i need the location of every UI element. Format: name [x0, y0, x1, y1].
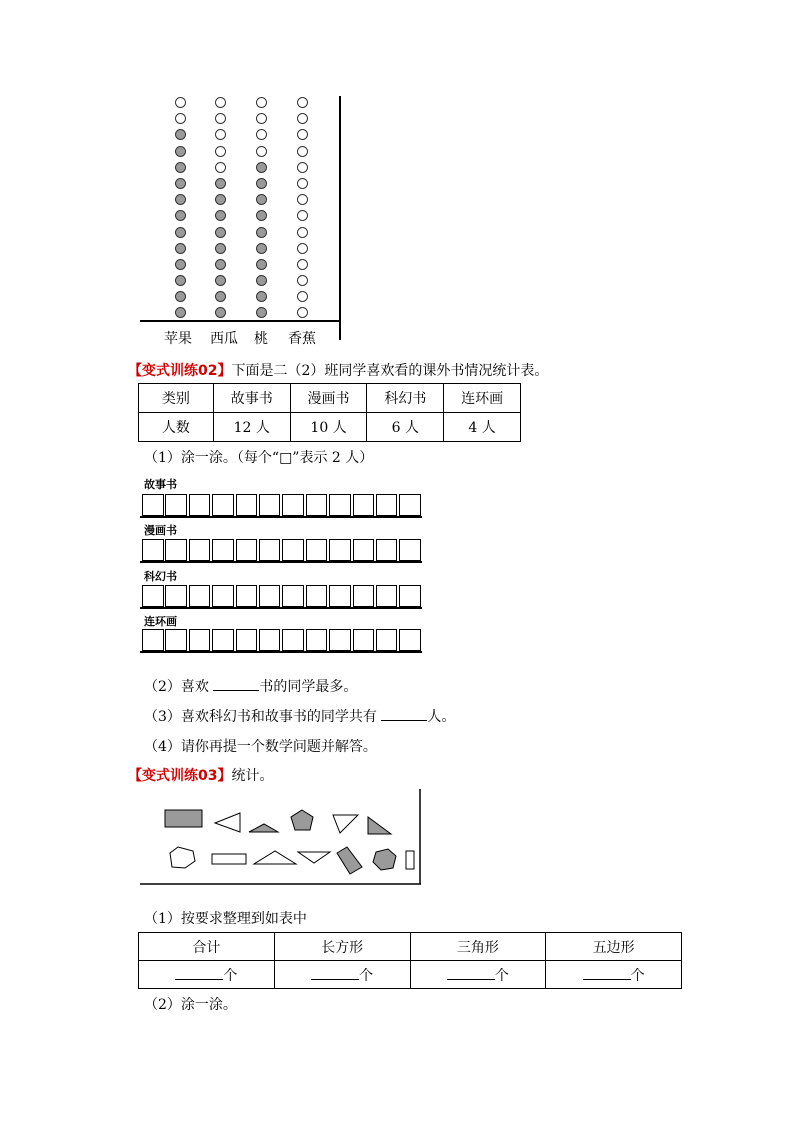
table-header-cell: 合计 — [139, 933, 275, 961]
table-cell: 10 人 — [290, 413, 367, 442]
triangle-outline-2 — [254, 851, 296, 864]
circle-column-peach — [256, 97, 270, 324]
grid-cell[interactable] — [399, 539, 421, 561]
grid-cell[interactable] — [259, 539, 281, 561]
empty-circle — [297, 146, 308, 157]
empty-circle — [256, 146, 267, 157]
filled-circle — [215, 243, 226, 254]
shapes-svg — [140, 789, 422, 885]
exercise02-q4: （4）请你再提一个数学问题并解答。 — [144, 739, 377, 755]
shaded-rectangle — [165, 810, 202, 827]
chart-label-apple: 苹果 — [164, 331, 192, 347]
exercise03-q2: （2）涂一涂。 — [144, 997, 237, 1013]
grid-cell[interactable] — [306, 585, 328, 607]
grid-cell[interactable] — [353, 629, 375, 651]
grid-row-story[interactable] — [142, 494, 423, 516]
grid-baseline — [140, 651, 422, 653]
exercise03-heading — [128, 765, 273, 785]
empty-circle — [297, 243, 308, 254]
grid-cell[interactable] — [236, 494, 258, 516]
book-stats-table — [138, 383, 521, 442]
chart-label-banana: 香蕉 — [288, 331, 316, 347]
grid-cell[interactable] — [259, 494, 281, 516]
table-cell: 漫画书 — [290, 384, 367, 413]
empty-circle — [215, 146, 226, 157]
grid-cell[interactable] — [306, 539, 328, 561]
empty-circle — [297, 162, 308, 173]
table-row — [139, 384, 521, 413]
circle-column-banana — [297, 97, 311, 324]
filled-circle — [256, 162, 267, 173]
table-cell: 6 人 — [367, 413, 444, 442]
grid-cell[interactable] — [259, 629, 281, 651]
filled-circle — [175, 210, 186, 221]
filled-circle — [175, 194, 186, 205]
filled-circle — [215, 210, 226, 221]
filled-circle — [256, 259, 267, 270]
grid-cell[interactable] — [142, 629, 164, 651]
table-cell: 4 人 — [444, 413, 521, 442]
table-cell: 连环画 — [444, 384, 521, 413]
exercise02-intro: 下面是二（2）班同学喜欢看的课外书情况统计表。 — [231, 363, 549, 379]
grid-cell[interactable] — [376, 629, 398, 651]
grid-cell[interactable] — [189, 585, 211, 607]
filled-circle — [256, 275, 267, 286]
grid-cell[interactable] — [189, 494, 211, 516]
grid-cell[interactable] — [306, 629, 328, 651]
filled-circle — [256, 307, 267, 318]
answer-cell[interactable] — [410, 961, 546, 989]
filled-circle — [256, 194, 267, 205]
grid-label-story: 故事书 — [144, 478, 177, 491]
filled-circle — [175, 146, 186, 157]
grid-label-scifi: 科幻书 — [144, 570, 177, 583]
grid-cell[interactable] — [165, 629, 187, 651]
filled-circle — [215, 307, 226, 318]
empty-circle — [297, 129, 308, 140]
unit-label: 个 — [223, 967, 238, 984]
grid-cell[interactable] — [376, 539, 398, 561]
shaded-right-triangle — [368, 817, 391, 834]
empty-circle — [175, 97, 186, 108]
exercise02-heading — [128, 360, 548, 380]
table-header-cell: 五边形 — [546, 933, 682, 961]
grid-cell[interactable] — [165, 539, 187, 561]
grid-cell[interactable] — [282, 585, 304, 607]
q3-suffix: 人。 — [427, 709, 456, 725]
grid-label-comic: 漫画书 — [144, 524, 177, 537]
filled-circle — [175, 275, 186, 286]
answer-cell[interactable] — [546, 961, 682, 989]
shaded-triangle — [249, 824, 278, 832]
grid-baseline — [140, 607, 422, 609]
exercise03-intro: 统计。 — [231, 768, 274, 784]
grid-cell[interactable] — [282, 494, 304, 516]
grid-cell[interactable] — [329, 539, 351, 561]
chart-label-watermelon: 西瓜 — [210, 331, 238, 347]
exercise03-tag: 【变式训练03】 — [128, 768, 232, 784]
grid-baseline — [140, 516, 422, 518]
grid-cell[interactable] — [353, 585, 375, 607]
grid-cell[interactable] — [212, 494, 234, 516]
exercise02-tag: 【变式训练02】 — [128, 363, 232, 379]
inverted-triangle-outline — [298, 852, 330, 863]
answer-blank[interactable] — [175, 979, 223, 980]
filled-circle — [215, 275, 226, 286]
empty-circle — [215, 113, 226, 124]
filled-circle — [175, 227, 186, 238]
table-row — [139, 933, 682, 961]
filled-circle — [215, 291, 226, 302]
empty-circle — [297, 178, 308, 189]
empty-circle — [297, 210, 308, 221]
grid-cell[interactable] — [189, 539, 211, 561]
table-row — [139, 413, 521, 442]
shape-count-table — [138, 932, 682, 989]
circle-column-watermelon — [215, 97, 229, 324]
filled-circle — [256, 210, 267, 221]
filled-circle — [175, 243, 186, 254]
filled-circle — [175, 259, 186, 270]
q3-prefix: （3）喜欢科幻书和故事书的同学共有 — [144, 709, 382, 725]
shapes-figure — [140, 789, 421, 885]
exercise03-q1: （1）按要求整理到如表中 — [144, 911, 307, 927]
empty-circle — [175, 113, 186, 124]
filled-circle — [175, 162, 186, 173]
empty-circle — [297, 97, 308, 108]
unit-label: 个 — [359, 967, 374, 984]
unit-label: 个 — [630, 967, 645, 984]
grid-cell[interactable] — [212, 629, 234, 651]
circle-chart — [140, 90, 345, 350]
answer-blank[interactable] — [447, 979, 495, 980]
grid-cell[interactable] — [259, 585, 281, 607]
unit-label: 个 — [494, 967, 509, 984]
chart-axis-vertical — [339, 96, 341, 340]
grid-cell[interactable] — [236, 539, 258, 561]
grid-row-scifi[interactable] — [142, 585, 423, 607]
hexagon-outline — [170, 847, 195, 868]
filled-circle — [256, 178, 267, 189]
filled-circle — [175, 291, 186, 302]
empty-circle — [215, 129, 226, 140]
grid-cell[interactable] — [282, 539, 304, 561]
shaded-hexagon — [373, 849, 396, 870]
grid-cell[interactable] — [306, 494, 328, 516]
grid-cell[interactable] — [142, 494, 164, 516]
grid-cell[interactable] — [329, 585, 351, 607]
table-header-cell: 三角形 — [410, 933, 546, 961]
grid-cell[interactable] — [142, 585, 164, 607]
filled-circle — [175, 307, 186, 318]
grid-cell[interactable] — [236, 629, 258, 651]
filled-circle — [215, 194, 226, 205]
grid-cell[interactable] — [212, 539, 234, 561]
empty-circle — [297, 113, 308, 124]
shaded-pentagon — [291, 810, 313, 830]
q2-answer-blank[interactable] — [213, 690, 259, 691]
empty-circle — [256, 97, 267, 108]
grid-cell[interactable] — [399, 494, 421, 516]
table-cell: 类别 — [139, 384, 214, 413]
table-cell: 12 人 — [213, 413, 290, 442]
empty-circle — [297, 259, 308, 270]
filled-circle — [256, 243, 267, 254]
triangle-outline — [215, 813, 240, 832]
answer-cell[interactable] — [274, 961, 410, 989]
filled-circle — [175, 178, 186, 189]
grid-cell[interactable] — [165, 585, 187, 607]
grid-cell[interactable] — [236, 585, 258, 607]
filled-circle — [215, 259, 226, 270]
grid-row-comic[interactable] — [142, 539, 423, 561]
grid-cell[interactable] — [282, 629, 304, 651]
circle-column-apple — [175, 97, 189, 324]
grid-cell[interactable] — [353, 539, 375, 561]
table-cell: 科幻书 — [367, 384, 444, 413]
grid-cell[interactable] — [353, 494, 375, 516]
filled-circle — [256, 227, 267, 238]
exercise02-q3 — [144, 706, 455, 726]
grid-cell[interactable] — [329, 629, 351, 651]
table-row — [139, 961, 682, 989]
empty-circle — [215, 162, 226, 173]
grid-cell[interactable] — [212, 585, 234, 607]
grid-cell[interactable] — [399, 629, 421, 651]
small-rectangle-outline — [406, 851, 414, 869]
empty-circle — [297, 194, 308, 205]
grid-cell[interactable] — [376, 494, 398, 516]
table-cell: 人数 — [139, 413, 214, 442]
empty-circle — [256, 113, 267, 124]
filled-circle — [215, 227, 226, 238]
grid-baseline — [140, 561, 422, 563]
exercise02-q2 — [144, 676, 357, 696]
table-cell: 故事书 — [213, 384, 290, 413]
grid-cell[interactable] — [189, 629, 211, 651]
answer-blank[interactable] — [311, 979, 359, 980]
empty-circle — [297, 227, 308, 238]
table-header-cell: 长方形 — [274, 933, 410, 961]
grid-cell[interactable] — [142, 539, 164, 561]
filled-circle — [175, 129, 186, 140]
answer-blank[interactable] — [583, 979, 631, 980]
q3-answer-blank[interactable] — [381, 720, 427, 721]
empty-circle — [215, 97, 226, 108]
grid-cell[interactable] — [165, 494, 187, 516]
grid-row-lianhuanhua[interactable] — [142, 629, 423, 651]
empty-circle — [297, 275, 308, 286]
chart-label-peach: 桃 — [254, 331, 268, 347]
answer-cell[interactable] — [139, 961, 275, 989]
q2-suffix: 书的同学最多。 — [259, 679, 358, 695]
empty-circle — [297, 291, 308, 302]
grid-cell[interactable] — [399, 585, 421, 607]
rectangle-outline — [212, 854, 246, 864]
exercise02-q1: （1）涂一涂。（每个“□”表示 2 人） — [144, 450, 374, 466]
shaded-parallelogram — [337, 847, 362, 874]
grid-cell[interactable] — [329, 494, 351, 516]
grid-cell[interactable] — [376, 585, 398, 607]
filled-circle — [215, 178, 226, 189]
right-triangle-outline — [333, 815, 358, 833]
empty-circle — [297, 307, 308, 318]
grid-label-lianhuanhua: 连环画 — [144, 615, 177, 628]
empty-circle — [256, 129, 267, 140]
filled-circle — [256, 291, 267, 302]
q2-prefix: （2）喜欢 — [144, 679, 214, 695]
